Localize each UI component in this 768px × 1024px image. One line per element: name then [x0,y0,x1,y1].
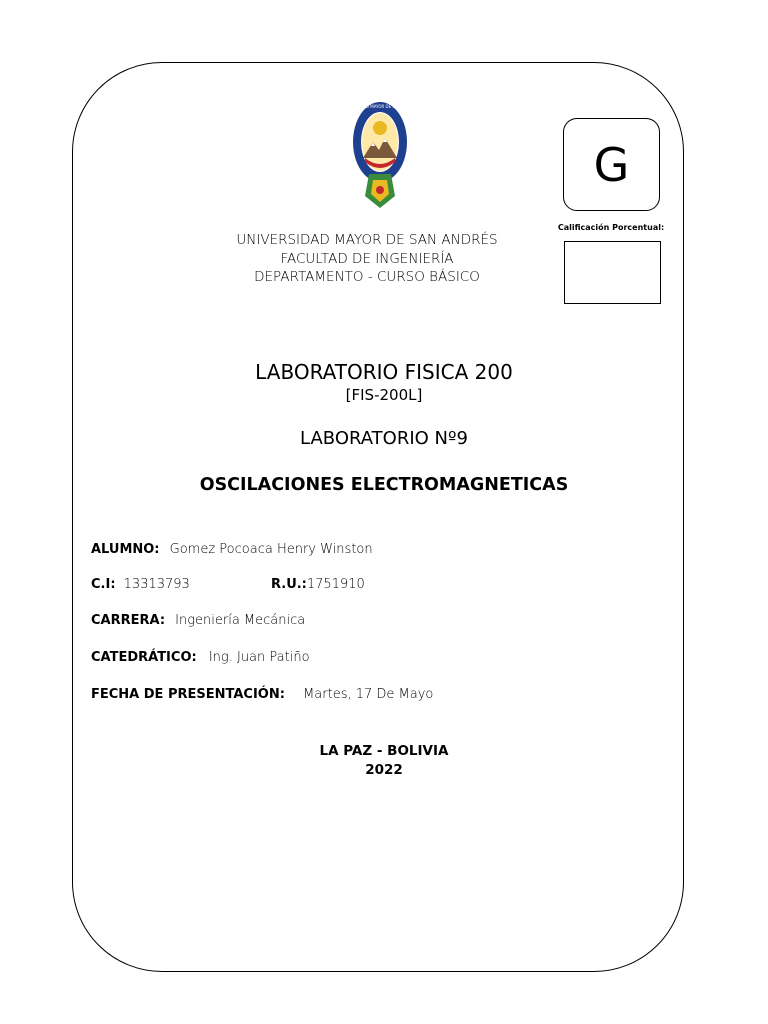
fecha-value: Martes, 17 De Mayo [303,687,434,702]
university-crest-logo [341,100,419,212]
catedratico-value: Ing. Juan Patiño [208,650,310,665]
carrera-value: Ingeniería Mecánica [175,613,306,628]
lab-topic: OSCILACIONES ELECTROMAGNETICAS [199,475,569,495]
catedratico-field [91,650,310,665]
lab-number: LABORATORIO Nº9 [300,428,468,449]
ru-field [271,577,365,592]
fecha-label: FECHA DE PRESENTACIÓN: [91,687,285,702]
year: 2022 [365,762,403,778]
alumno-value: Gomez Pocoaca Henry Winston [169,542,373,557]
catedratico-label: CATEDRÁTICO: [91,650,197,665]
university-name: UNIVERSIDAD MAYOR DE SAN ANDRÉS [236,232,498,248]
faculty-name: FACULTAD DE INGENIERÍA [280,250,454,267]
score-box [564,241,661,304]
location: LA PAZ - BOLIVIA [319,743,449,759]
ru-value: 1751910 [306,577,365,592]
grade-box [563,118,660,211]
carrera-field [91,613,305,628]
ci-label: C.I: [91,577,116,592]
lab-title: LABORATORIO FISICA 200 [255,360,513,384]
grade-label: Calificación Porcentual: [557,223,665,232]
ci-value: 13313793 [123,577,190,592]
ru-label: R.U.: [271,577,307,592]
footer [0,742,768,780]
lab-code: [FIS-200L] [345,386,423,404]
ci-field [91,577,190,592]
crest-text: UNIVERSIDAD MAYOR DE SAN ANDRÉS [341,104,419,109]
department-name: DEPARTAMENTO - CURSO BÁSICO [254,269,480,285]
carrera-label: CARRERA: [91,613,166,628]
fecha-field [91,687,433,702]
alumno-field [91,542,373,557]
grade-letter: G [593,137,630,192]
alumno-label: ALUMNO: [91,542,160,557]
